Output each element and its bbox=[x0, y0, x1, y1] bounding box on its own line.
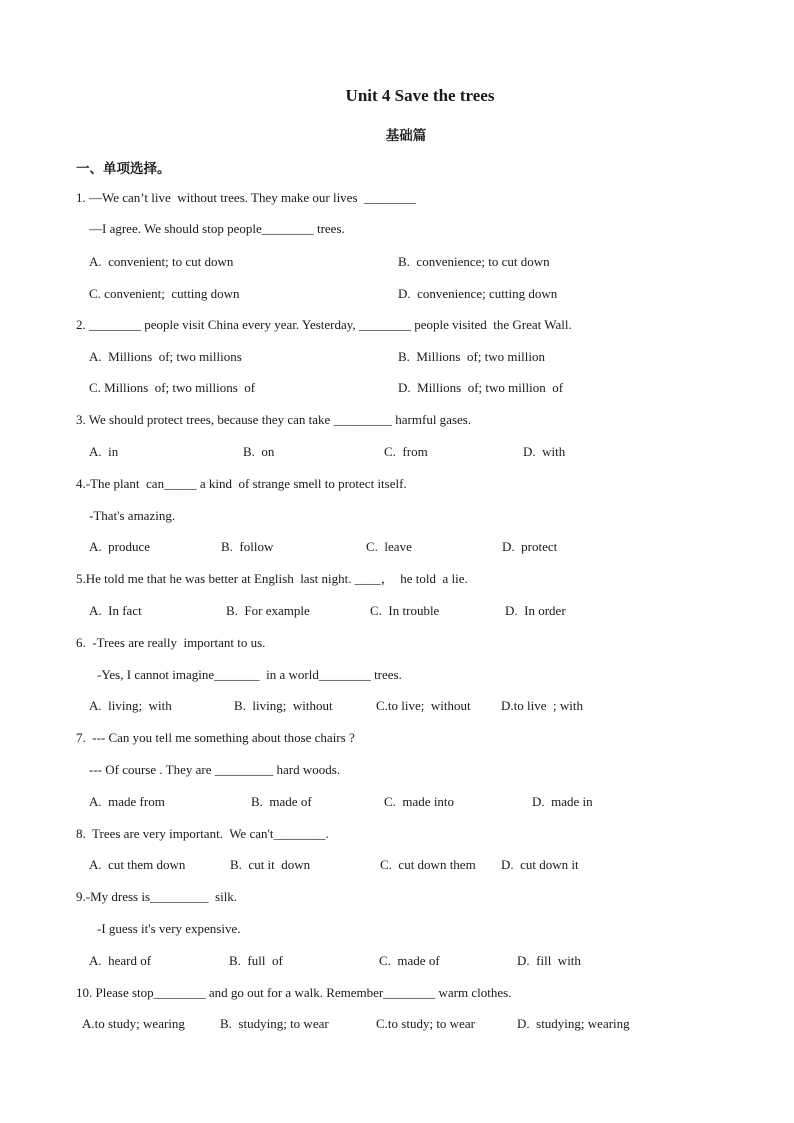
question-5-option-a: A. In fact bbox=[89, 603, 142, 618]
question-3-option-c: C. from bbox=[384, 444, 428, 459]
question-9-option-b: B. full of bbox=[229, 953, 283, 968]
question-6-option-b: B. living; without bbox=[234, 698, 333, 713]
section-heading: 一、单项选择。 bbox=[76, 161, 171, 177]
question-10-option-c: C.to study; to wear bbox=[376, 1016, 475, 1031]
question-10-line-1: 10. Please stop________ and go out for a walk. Remember________ warm clothes. bbox=[76, 985, 512, 1000]
question-5-option-b: B. For example bbox=[226, 603, 310, 618]
question-3-line-1: 3. We should protect trees, because they can take _________ harmful gases. bbox=[76, 412, 472, 427]
question-9-option-d: D. fill with bbox=[517, 953, 581, 968]
question-6-option-d: D.to live ; with bbox=[501, 698, 583, 713]
question-5-line-1: 5.He told me that he was better at English last night. ____， he told a lie. bbox=[76, 571, 468, 586]
question-4-line-2: -That's amazing. bbox=[89, 508, 176, 523]
question-2-option-b: B. Millions of; two million bbox=[398, 349, 545, 364]
question-6-line-1: 6. -Trees are really important to us. bbox=[76, 635, 266, 650]
question-4-option-d: D. protect bbox=[502, 539, 558, 554]
question-8-option-a: A. cut them down bbox=[89, 857, 186, 872]
question-1-line-2: —I agree. We should stop people________ trees. bbox=[89, 221, 345, 236]
question-1-option-a: A. convenient; to cut down bbox=[89, 254, 234, 269]
question-2-option-a: A. Millions of; two millions bbox=[89, 349, 242, 364]
question-3-option-b: B. on bbox=[243, 444, 275, 459]
question-7-line-1: 7. --- Can you tell me something about those chairs ? bbox=[76, 730, 355, 745]
question-10-option-a: A.to study; wearing bbox=[82, 1016, 185, 1031]
question-8-option-c: C. cut down them bbox=[380, 857, 476, 872]
question-5-option-d: D. In order bbox=[505, 603, 566, 618]
page-title: Unit 4 Save the trees bbox=[345, 86, 495, 105]
question-6-option-a: A. living; with bbox=[89, 698, 172, 713]
question-9-line-2: -I guess it's very expensive. bbox=[97, 921, 241, 936]
page-subtitle: 基础篇 bbox=[385, 128, 427, 144]
question-8-line-1: 8. Trees are very important. We can't________. bbox=[76, 826, 329, 841]
question-7-option-b: B. made of bbox=[251, 794, 312, 809]
question-7-option-a: A. made from bbox=[89, 794, 165, 809]
question-4-option-c: C. leave bbox=[366, 539, 412, 554]
question-1-line-1: 1. —We can’t live without trees. They make our lives ________ bbox=[76, 190, 417, 205]
question-1-option-c: C. convenient; cutting down bbox=[89, 286, 240, 301]
question-3-option-d: D. with bbox=[523, 444, 566, 459]
question-8-option-b: B. cut it down bbox=[230, 857, 311, 872]
question-1-option-b: B. convenience; to cut down bbox=[398, 254, 550, 269]
question-9-line-1: 9.-My dress is_________ silk. bbox=[76, 889, 238, 904]
question-2-option-d: D. Millions of; two million of bbox=[398, 380, 564, 395]
question-7-option-c: C. made into bbox=[384, 794, 455, 809]
question-1-option-d: D. convenience; cutting down bbox=[398, 286, 558, 301]
question-10-option-d: D. studying; wearing bbox=[517, 1016, 630, 1031]
question-3-option-a: A. in bbox=[89, 444, 119, 459]
question-2-option-c: C. Millions of; two millions of bbox=[89, 380, 256, 395]
question-8-option-d: D. cut down it bbox=[501, 857, 579, 872]
question-7-option-d: D. made in bbox=[532, 794, 593, 809]
question-4-line-1: 4.-The plant can_____ a kind of strange smell to protect itself. bbox=[76, 476, 407, 491]
question-4-option-a: A. produce bbox=[89, 539, 151, 554]
question-2-line-1: 2. ________ people visit China every year. Yesterday, ________ people visited the Great Wall. bbox=[76, 317, 572, 332]
question-9-option-a: A. heard of bbox=[89, 953, 152, 968]
question-5-option-c: C. In trouble bbox=[370, 603, 440, 618]
question-4-option-b: B. follow bbox=[221, 539, 274, 554]
question-10-option-b: B. studying; to wear bbox=[220, 1016, 329, 1031]
question-6-option-c: C.to live; without bbox=[376, 698, 471, 713]
question-9-option-c: C. made of bbox=[379, 953, 440, 968]
question-6-line-2: -Yes, I cannot imagine_______ in a world________ trees. bbox=[97, 667, 402, 682]
question-7-line-2: --- Of course . They are _________ hard woods. bbox=[89, 762, 341, 777]
